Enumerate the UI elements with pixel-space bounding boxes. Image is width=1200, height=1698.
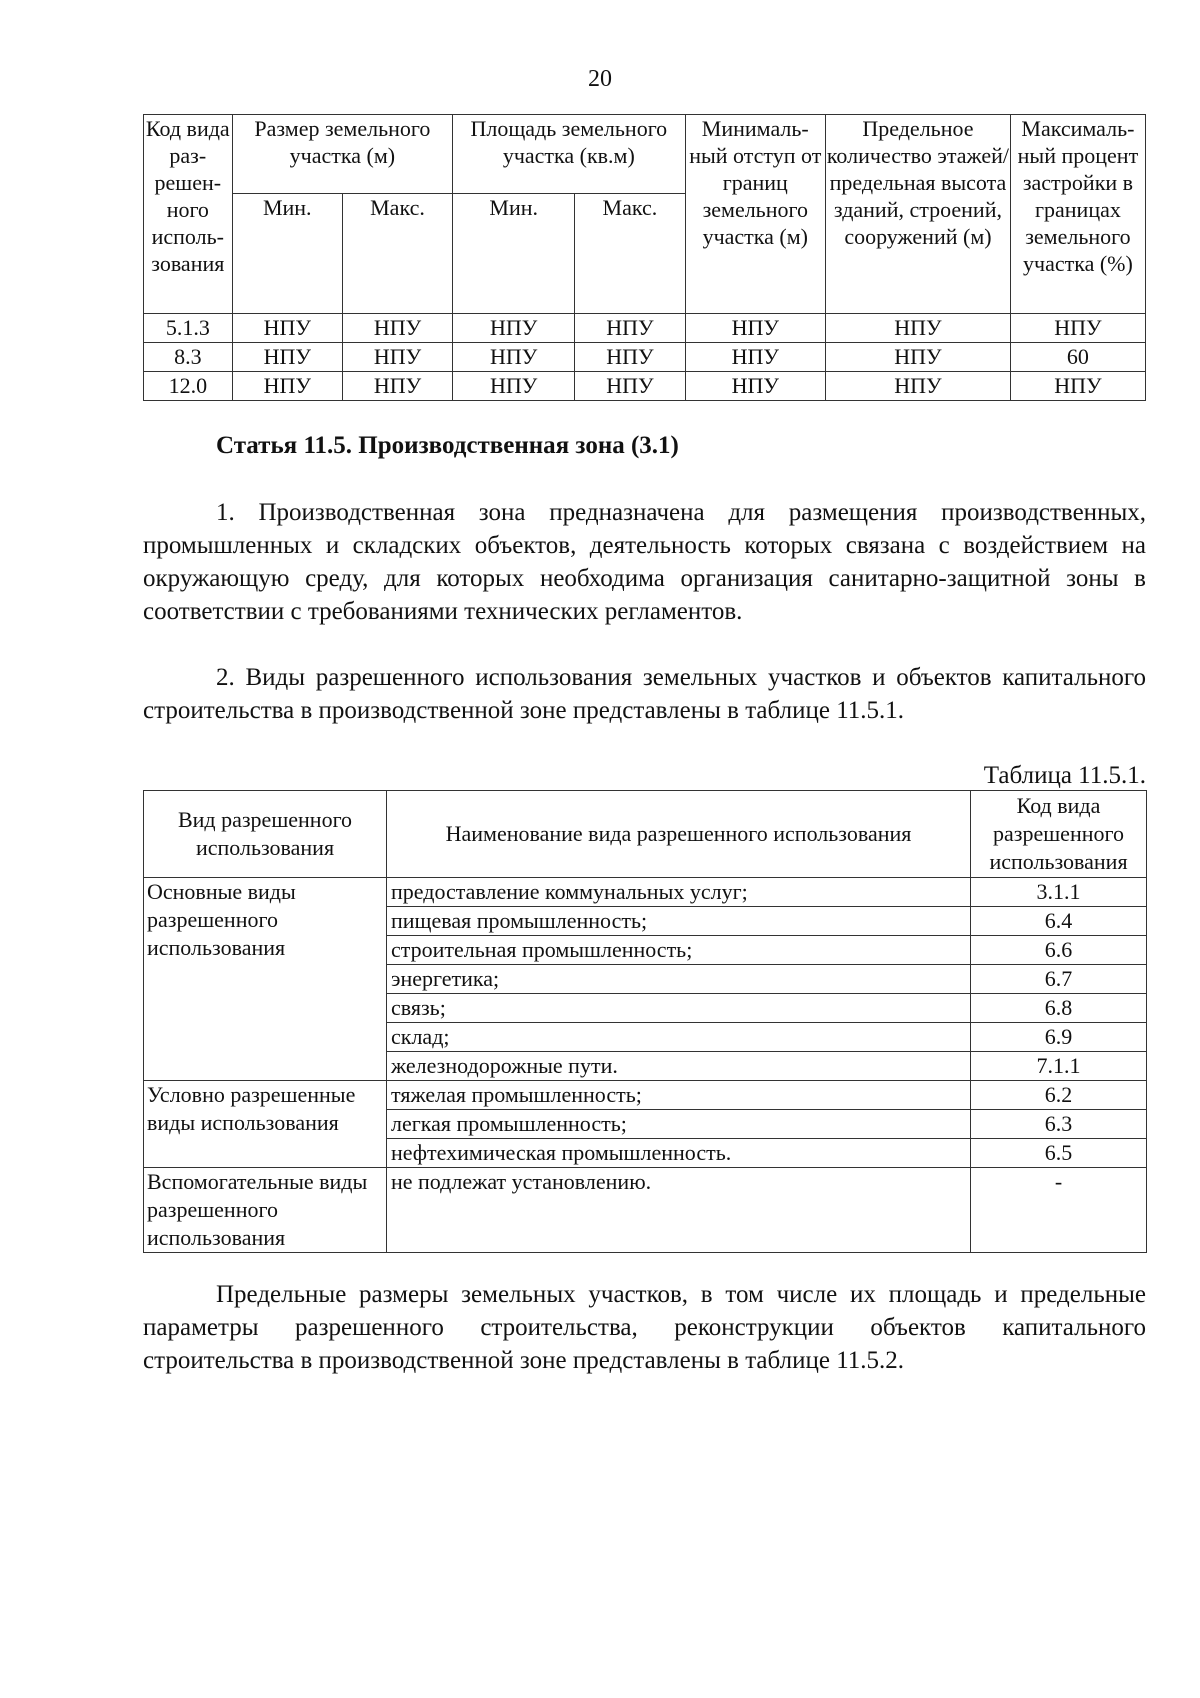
use-name: предоставление коммунальных услуг;: [387, 878, 971, 907]
use-name: тяжелая промышленность;: [387, 1081, 971, 1110]
cell: НПУ: [685, 314, 826, 343]
cell: 8.3: [144, 343, 233, 372]
use-code: 3.1.1: [971, 878, 1147, 907]
cell: НПУ: [453, 314, 575, 343]
use-name: железнодорожные пути.: [387, 1052, 971, 1081]
cell: НПУ: [232, 343, 342, 372]
cell: НПУ: [575, 372, 685, 401]
paragraph-2: [143, 661, 1146, 727]
use-name: энергетика;: [387, 965, 971, 994]
use-name: пищевая промышленность;: [387, 907, 971, 936]
header-size-min: Мин.: [232, 194, 342, 314]
use-code: 6.7: [971, 965, 1147, 994]
use-name: строительная промышленность;: [387, 936, 971, 965]
cell: НПУ: [1010, 314, 1145, 343]
use-name: нефтехимическая промышленность.: [387, 1139, 971, 1168]
cell: НПУ: [453, 372, 575, 401]
header-indent: Минималь-ный отступ от границ земельного участка (м): [685, 115, 826, 314]
use-name: связь;: [387, 994, 971, 1023]
use-code: 6.6: [971, 936, 1147, 965]
parameters-table: [143, 114, 1146, 401]
header-area-min: Мин.: [453, 194, 575, 314]
use-code: 6.4: [971, 907, 1147, 936]
cell: НПУ: [453, 343, 575, 372]
cell: НПУ: [1010, 372, 1145, 401]
table-row: [144, 343, 1146, 372]
header-code: Код вида раз-решен-ного исполь-зования: [144, 115, 233, 314]
cell: НПУ: [575, 343, 685, 372]
header-area: Площадь земельного участка (кв.м): [453, 115, 685, 194]
cell: 5.1.3: [144, 314, 233, 343]
cell: НПУ: [826, 343, 1011, 372]
group-conditional: Условно разрешенные виды использования: [144, 1081, 387, 1168]
use-code: 6.5: [971, 1139, 1147, 1168]
cell: НПУ: [232, 372, 342, 401]
header-size: Размер земельного участка (м): [232, 115, 453, 194]
header-area-max: Макс.: [575, 194, 685, 314]
cell: НПУ: [342, 314, 452, 343]
header-code: Код вида разрешенного использования: [971, 791, 1147, 878]
use-code: 6.8: [971, 994, 1147, 1023]
use-name: легкая промышленность;: [387, 1110, 971, 1139]
cell: НПУ: [232, 314, 342, 343]
use-code: 6.2: [971, 1081, 1147, 1110]
group-main: Основные виды разрешенного использования: [144, 878, 387, 1081]
cell: НПУ: [342, 372, 452, 401]
use-name: склад;: [387, 1023, 971, 1052]
cell: НПУ: [575, 314, 685, 343]
paragraph-2-text: 2. Виды разрешенного использования земельных участков и объектов капитального строительства в производственной зоне представлены в таблице 11.5.1.: [143, 664, 1146, 724]
use-code: 6.3: [971, 1110, 1147, 1139]
cell: 12.0: [144, 372, 233, 401]
article-title: Статья 11.5. Производственная зона (3.1): [216, 432, 679, 459]
paragraph-1-text: 1. Производственная зона предназначена для размещения производственных, промышленных и складских объектов, деятельность которых связана с воздействием на окружающую среду, для которых необходима организация санитарно-защитной зоны в соответствии с требованиями технических регламентов.: [143, 499, 1146, 625]
table-row: [144, 1168, 1147, 1253]
paragraph-3: [143, 1278, 1146, 1377]
page-number: 20: [588, 66, 612, 92]
cell: НПУ: [826, 372, 1011, 401]
table-row: [144, 1081, 1147, 1110]
paragraph-1: [143, 496, 1146, 628]
table-row: [144, 314, 1146, 343]
permitted-use-table: [143, 790, 1147, 1253]
use-code: -: [971, 1168, 1147, 1253]
header-name: Наименование вида разрешенного использования: [387, 791, 971, 878]
header-floors: Предельное количество этажей/ предельная высота зданий, строений, сооружений (м): [826, 115, 1011, 314]
header-percent: Максималь-ный процент застройки в границах земельного участка (%): [1010, 115, 1145, 314]
header-kind: Вид разрешенного использования: [144, 791, 387, 878]
table-row: [144, 878, 1147, 907]
use-code: 7.1.1: [971, 1052, 1147, 1081]
cell: НПУ: [342, 343, 452, 372]
group-auxiliary: Вспомогательные виды разрешенного использования: [144, 1168, 387, 1253]
cell: НПУ: [685, 372, 826, 401]
use-code: 6.9: [971, 1023, 1147, 1052]
header-size-max: Макс.: [342, 194, 452, 314]
table-caption: Таблица 11.5.1.: [983, 762, 1146, 789]
paragraph-3-text: Предельные размеры земельных участков, в том числе их площадь и предельные параметры разрешенного строительства, реконструкции объектов капитального строительства в производственной зоне представлены в таблице 11.5.2.: [143, 1281, 1146, 1374]
use-name: не подлежат установлению.: [387, 1168, 971, 1253]
cell: НПУ: [826, 314, 1011, 343]
table-row: [144, 372, 1146, 401]
cell: НПУ: [685, 343, 826, 372]
cell: 60: [1010, 343, 1145, 372]
